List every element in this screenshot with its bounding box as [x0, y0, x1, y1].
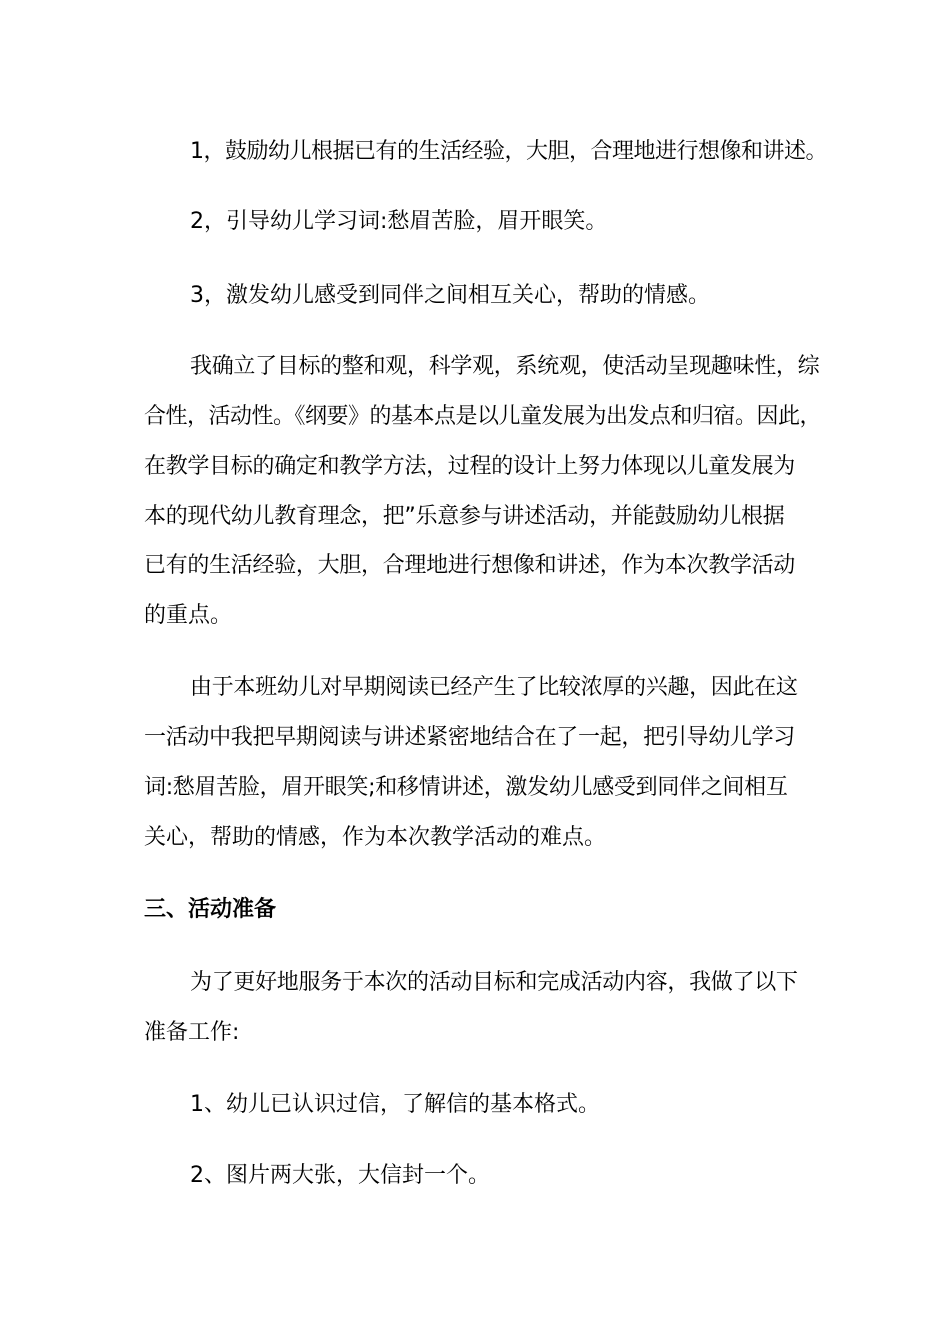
paragraph-1-line-5: 已有的生活经验，大胆，合理地进行想像和讲述，作为本次教学活动 — [144, 553, 796, 578]
paragraph-2-line-3: 词:愁眉苦脸，眉开眼笑;和移情讲述，激发幼儿感受到同伴之间相互 — [144, 775, 788, 800]
goal-item-2: 2，引导幼儿学习词:愁眉苦脸，眉开眼笑。 — [190, 209, 608, 234]
paragraph-3-line-2: 准备工作: — [144, 1020, 240, 1045]
section-heading: 三、活动准备 — [144, 897, 277, 922]
goal-item-1: 1，鼓励幼儿根据已有的生活经验，大胆，合理地进行想像和讲述。 — [190, 139, 827, 164]
paragraph-1-line-4: 本的现代幼儿教育理念，把”乐意参与讲述活动，并能鼓励幼儿根据 — [144, 504, 785, 529]
paragraph-1-line-3: 在教学目标的确定和教学方法，过程的设计上努力体现以儿童发展为 — [144, 454, 796, 479]
prep-item-2: 2、图片两大张，大信封一个。 — [190, 1163, 490, 1188]
paragraph-1-line-2: 合性，活动性。《纲要》的基本点是以儿童发展为出发点和归宿。因此， — [144, 404, 822, 429]
goal-item-3: 3，激发幼儿感受到同伴之间相互关心，帮助的情感。 — [190, 283, 710, 308]
paragraph-2-line-4: 关心，帮助的情感，作为本次教学活动的难点。 — [144, 825, 607, 850]
paragraph-2-line-1: 由于本班幼儿对早期阅读已经产生了比较浓厚的兴趣，因此在这 — [190, 675, 798, 700]
paragraph-1-line-1: 我确立了目标的整和观，科学观，系统观，使活动呈现趣味性，综 — [190, 354, 820, 379]
paragraph-2-line-2: 一活动中我把早期阅读与讲述紧密地结合在了一起，把引导幼儿学习 — [144, 725, 796, 750]
paragraph-3-line-1: 为了更好地服务于本次的活动目标和完成活动内容，我做了以下 — [190, 970, 798, 995]
paragraph-1-line-6: 的重点。 — [144, 603, 233, 628]
prep-item-1: 1、幼儿已认识过信，了解信的基本格式。 — [190, 1092, 600, 1117]
